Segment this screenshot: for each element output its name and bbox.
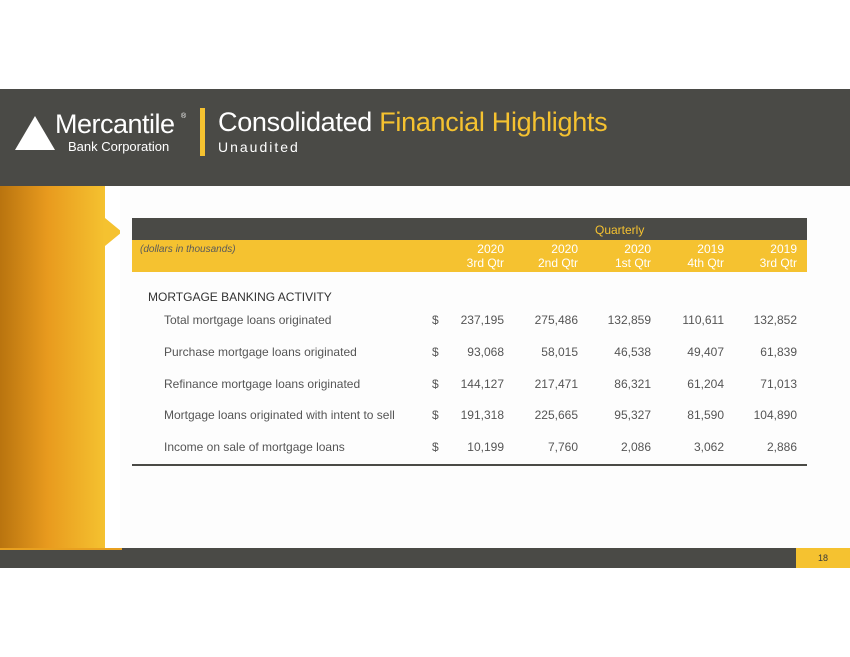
- row-value: 275,486: [534, 313, 578, 327]
- row-value: 61,204: [687, 377, 724, 391]
- column-qtr-1: 3rd Qtr: [466, 256, 504, 270]
- row-currency: $: [432, 345, 439, 359]
- page-title-part2: Financial Highlights: [379, 107, 608, 137]
- page-title-part1: Consolidated: [218, 107, 380, 137]
- logo-registered-mark: ®: [181, 113, 187, 120]
- column-qtr-3: 1st Qtr: [614, 256, 651, 270]
- column-qtr-4: 4th Qtr: [687, 256, 724, 270]
- row-value: 10,199: [467, 440, 504, 454]
- row-value: 110,611: [682, 313, 724, 327]
- row-currency: $: [432, 313, 439, 327]
- column-year-2: 2020: [551, 242, 578, 256]
- row-value: 132,852: [753, 313, 797, 327]
- column-year-5: 2019: [770, 242, 797, 256]
- quarterly-band: [132, 218, 807, 240]
- row-label: Refinance mortgage loans originated: [164, 377, 361, 391]
- row-value: 95,327: [614, 408, 651, 422]
- quarterly-label: Quarterly: [595, 223, 645, 237]
- column-year-4: 2019: [697, 242, 724, 256]
- row-value: 237,195: [460, 313, 504, 327]
- row-value: 225,665: [534, 408, 578, 422]
- row-value: 3,062: [693, 440, 724, 454]
- row-value: 49,407: [687, 345, 724, 359]
- column-year-1: 2020: [477, 242, 504, 256]
- row-value: 2,886: [766, 440, 797, 454]
- header-divider: [200, 108, 205, 156]
- logo-brand-name: Mercantile: [55, 109, 175, 139]
- row-value: 81,590: [687, 408, 724, 422]
- column-header-5: [727, 242, 797, 270]
- column-header-1: [434, 242, 504, 270]
- page-subtitle: Unaudited: [218, 139, 300, 155]
- row-value: 144,127: [460, 377, 504, 391]
- row-label: Income on sale of mortgage loans: [164, 440, 345, 454]
- column-header-3: [581, 242, 651, 270]
- footer-accent-line: [0, 548, 122, 550]
- row-value: 71,013: [760, 377, 797, 391]
- row-currency: $: [432, 377, 439, 391]
- row-value: 58,015: [541, 345, 578, 359]
- page-number: 18: [796, 548, 850, 568]
- row-value: 104,890: [753, 408, 797, 422]
- column-qtr-5: 3rd Qtr: [759, 256, 797, 270]
- footer-band: [0, 548, 850, 568]
- column-header-2: [508, 242, 578, 270]
- row-value: 217,471: [534, 377, 578, 391]
- row-value: 2,086: [620, 440, 651, 454]
- row-value: 86,321: [614, 377, 651, 391]
- table-row: [0, 377, 850, 397]
- table-bottom-rule: [132, 464, 807, 466]
- logo-triangle-icon: [15, 116, 55, 150]
- column-qtr-2: 2nd Qtr: [537, 256, 578, 270]
- table-row: [0, 408, 850, 428]
- logo-brand-subtitle: Bank Corporation: [68, 139, 170, 154]
- row-value: 61,839: [760, 345, 797, 359]
- row-label: Mortgage loans originated with intent to sell: [164, 408, 395, 422]
- row-currency: $: [432, 408, 439, 422]
- table-row: [0, 313, 850, 333]
- page-title: [218, 107, 607, 138]
- units-note: (dollars in thousands): [140, 244, 236, 255]
- row-value: 93,068: [467, 345, 504, 359]
- side-gold-band: [0, 186, 105, 548]
- table-row: [0, 345, 850, 365]
- row-currency: $: [432, 440, 439, 454]
- column-header-4: [654, 242, 724, 270]
- row-value: 191,318: [460, 408, 504, 422]
- row-value: 132,859: [607, 313, 651, 327]
- table-row: [0, 440, 850, 460]
- column-year-3: 2020: [624, 242, 651, 256]
- section-title: MORTGAGE BANKING ACTIVITY: [148, 290, 332, 304]
- row-label: Purchase mortgage loans originated: [164, 345, 357, 359]
- row-value: 46,538: [614, 345, 651, 359]
- row-label: Total mortgage loans originated: [164, 313, 332, 327]
- row-value: 7,760: [547, 440, 578, 454]
